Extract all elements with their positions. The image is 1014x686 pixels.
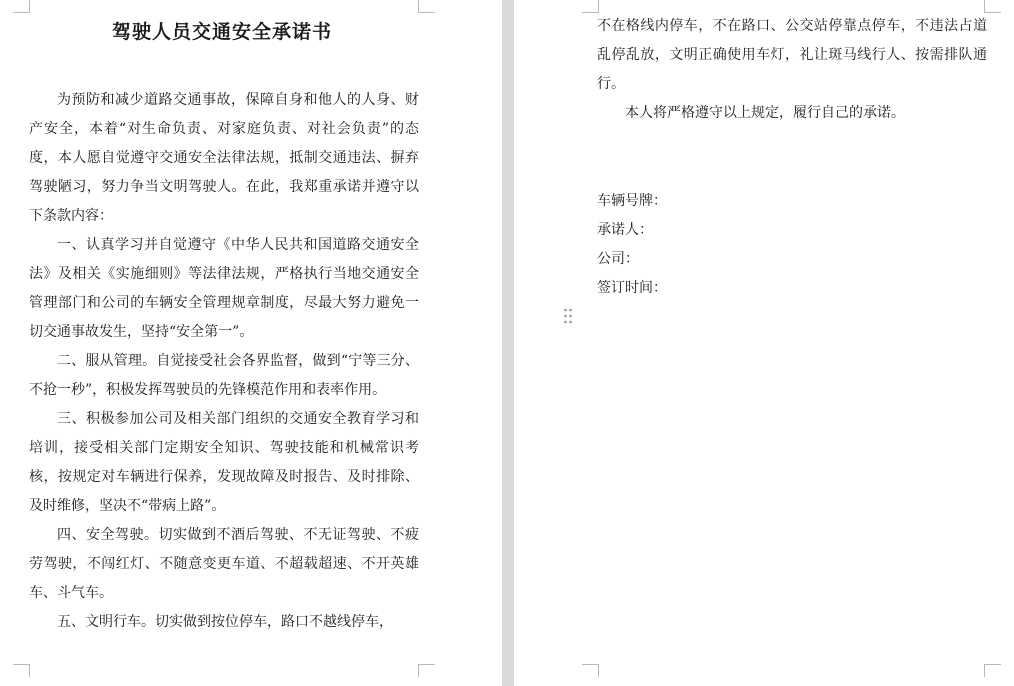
signature-block[interactable] bbox=[597, 187, 667, 303]
paragraph-closing: 本人将严格遵守以上规定，履行自己的承诺。 bbox=[625, 105, 905, 121]
crop-mark-bottom-left bbox=[582, 664, 599, 677]
drag-handle-icon[interactable] bbox=[563, 307, 573, 325]
crop-mark-bottom-left bbox=[13, 664, 30, 677]
crop-mark-bottom-right bbox=[984, 664, 1001, 677]
left-page-body[interactable] bbox=[29, 86, 419, 637]
crop-mark-bottom-right bbox=[418, 664, 435, 677]
field-vehicle-plate: 车辆号牌： bbox=[597, 193, 667, 209]
paragraph-clause-2: 二、服从管理。自觉接受社会各界监督，做到“宁等三分、不抢一秒”，积极发挥驾驶员的先锋模范作用和表率作用。 bbox=[29, 353, 419, 398]
paragraph-clause-5-continued: 不在格线内停车，不在路口、公交站停靠点停车，不违法占道乱停乱放，文明正确使用车灯，礼让斑马线行人、按需排队通行。 bbox=[597, 18, 987, 92]
drag-handle-dots bbox=[563, 307, 573, 325]
field-promisor: 承诺人： bbox=[597, 222, 653, 238]
paragraph-clause-5: 五、文明行车。切实做到按位停车，路口不越线停车， bbox=[57, 614, 393, 630]
field-signing-date: 签订时间： bbox=[597, 280, 667, 296]
paragraph-clause-4: 四、安全驾驶。切实做到不酒后驾驶、不无证驾驶、不疲劳驾驶，不闯红灯、不随意变更车道、不超载超速、不开英雄车、斗气车。 bbox=[29, 527, 419, 601]
right-page-body[interactable] bbox=[597, 12, 987, 128]
crop-mark-top-right bbox=[418, 0, 435, 13]
paragraph-clause-1: 一、认真学习并自觉遵守《中华人民共和国道路交通安全法》及相关《实施细则》等法律法规，严格执行当地交通安全管理部门和公司的车辆安全管理规章制度，尽最大努力避免一切交通事故发生，坚持“安全第一”。 bbox=[29, 237, 419, 340]
field-company: 公司： bbox=[597, 251, 639, 267]
crop-mark-top-left bbox=[13, 0, 30, 13]
paragraph-clause-3: 三、积极参加公司及相关部门组织的交通安全教育学习和培训，接受相关部门定期安全知识、驾驶技能和机械常识考核，按规定对车辆进行保养，发现故障及时报告、及时排除、及时维修，坚决不“带病上路”。 bbox=[29, 411, 419, 514]
document-title: 驾驶人员交通安全承诺书 bbox=[111, 21, 332, 43]
paragraph-intro: 为预防和减少道路交通事故，保障自身和他人的人身、财产安全，本着“对生命负责、对家庭负责、对社会负责”的态度，本人愿自觉遵守交通安全法律法规，抵制交通违法、摒弃驾驶陋习，努力争当文明驾驶人。在此，我郑重承诺并遵守以下条款内容： bbox=[29, 92, 419, 224]
